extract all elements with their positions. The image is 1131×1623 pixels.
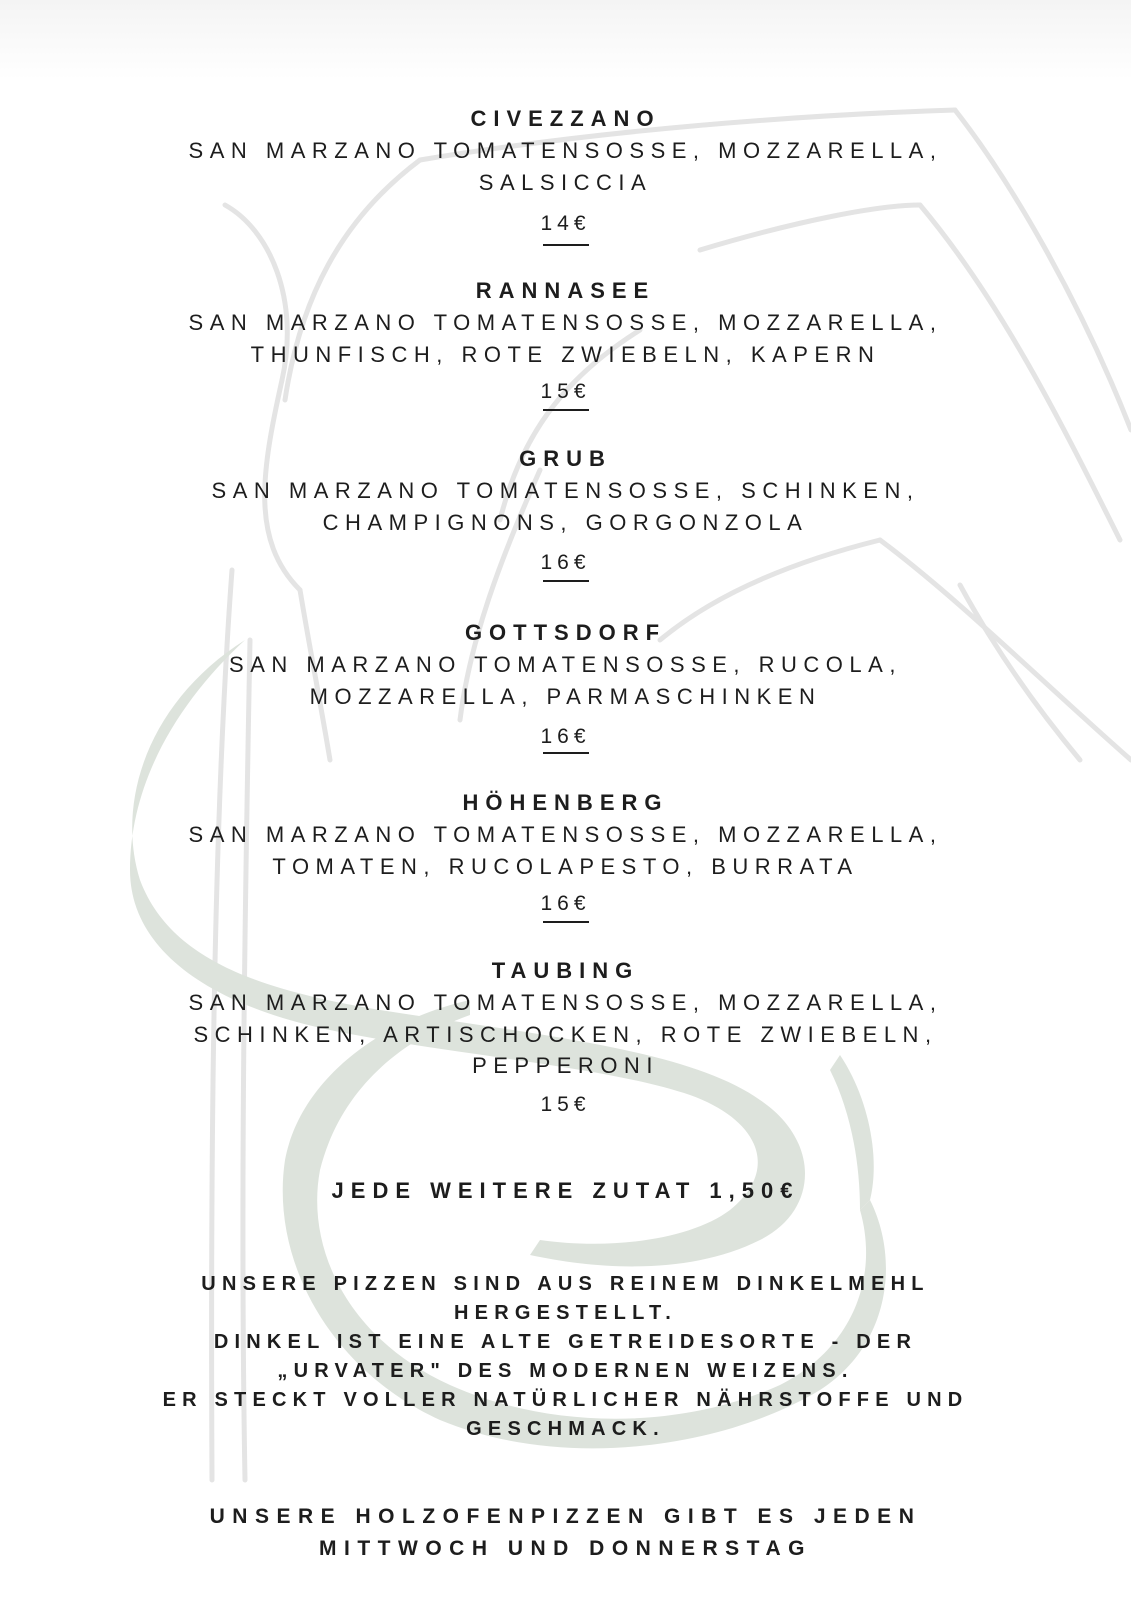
menu-item-gottsdorf — [0, 617, 1131, 754]
item-name: HÖHENBERG — [462, 790, 669, 815]
note-line: „URVATER" DES MODERNEN WEIZENS. — [277, 1360, 854, 1382]
item-price: 15€ — [540, 380, 591, 403]
divider — [543, 580, 589, 582]
item-description: MOZZARELLA, PARMASCHINKEN — [309, 683, 822, 709]
menu-item-rannasee — [0, 275, 1131, 411]
divider — [543, 921, 589, 923]
note-line: ER STECKT VOLLER NATÜRLICHER NÄHRSTOFFE UND — [162, 1389, 969, 1411]
availability-line: UNSERE HOLZOFENPIZZEN GIBT ES JEDEN — [209, 1505, 922, 1528]
item-name: GOTTSDORF — [464, 620, 667, 645]
item-name: RANNASEE — [475, 278, 656, 303]
item-description: SAN MARZANO TOMATENSOSSE, MOZZARELLA, — [188, 822, 943, 847]
menu-item-grub — [0, 443, 1131, 582]
availability-note — [0, 1501, 1131, 1565]
menu-item-hoehenberg — [0, 787, 1131, 923]
item-name: CIVEZZANO — [470, 106, 661, 131]
item-description: SAN MARZANO TOMATENSOSSE, MOZZARELLA, — [188, 138, 943, 163]
divider — [543, 244, 589, 246]
item-description: SALSICCIA — [478, 169, 653, 195]
item-description: SAN MARZANO TOMATENSOSSE, SCHINKEN, — [211, 478, 920, 503]
note-line: DINKEL IST EINE ALTE GETREIDESORTE - DER — [213, 1331, 918, 1353]
extra-topping-note: JEDE WEITERE ZUTAT 1,50€ — [331, 1178, 800, 1203]
availability-line: MITTWOCH UND DONNERSTAG — [319, 1537, 812, 1560]
item-description: CHAMPIGNONS, GORGONZOLA — [322, 509, 809, 535]
item-description: SAN MARZANO TOMATENSOSSE, MOZZARELLA, — [188, 990, 943, 1015]
item-description: THUNFISCH, ROTE ZWIEBELN, KAPERN — [250, 341, 881, 367]
note-line: GESCHMACK. — [466, 1418, 665, 1440]
item-name: TAUBING — [491, 958, 640, 983]
note-line: UNSERE PIZZEN SIND AUS REINEM DINKELMEHL — [201, 1273, 930, 1295]
dinkel-note — [0, 1270, 1131, 1444]
item-price: 14€ — [540, 212, 591, 235]
item-description: SAN MARZANO TOMATENSOSSE, MOZZARELLA, — [188, 310, 943, 335]
divider — [543, 752, 589, 754]
item-price: 15€ — [540, 1092, 591, 1116]
item-description: SAN MARZANO TOMATENSOSSE, RUCOLA, — [229, 652, 902, 677]
item-price: 16€ — [540, 551, 591, 574]
item-description: PEPPERONI — [472, 1053, 659, 1078]
item-description: TOMATEN, RUCOLAPESTO, BURRATA — [272, 853, 859, 879]
divider — [543, 409, 589, 411]
menu-item-civezzano — [0, 103, 1131, 246]
item-price: 16€ — [540, 725, 591, 748]
item-description: SCHINKEN, ARTISCHOCKEN, ROTE ZWIEBELN, — [193, 1021, 938, 1047]
menu-item-taubing — [0, 955, 1131, 1119]
item-price: 16€ — [540, 892, 591, 915]
item-name: GRUB — [519, 446, 612, 471]
note-line: HERGESTELLT. — [454, 1302, 677, 1324]
